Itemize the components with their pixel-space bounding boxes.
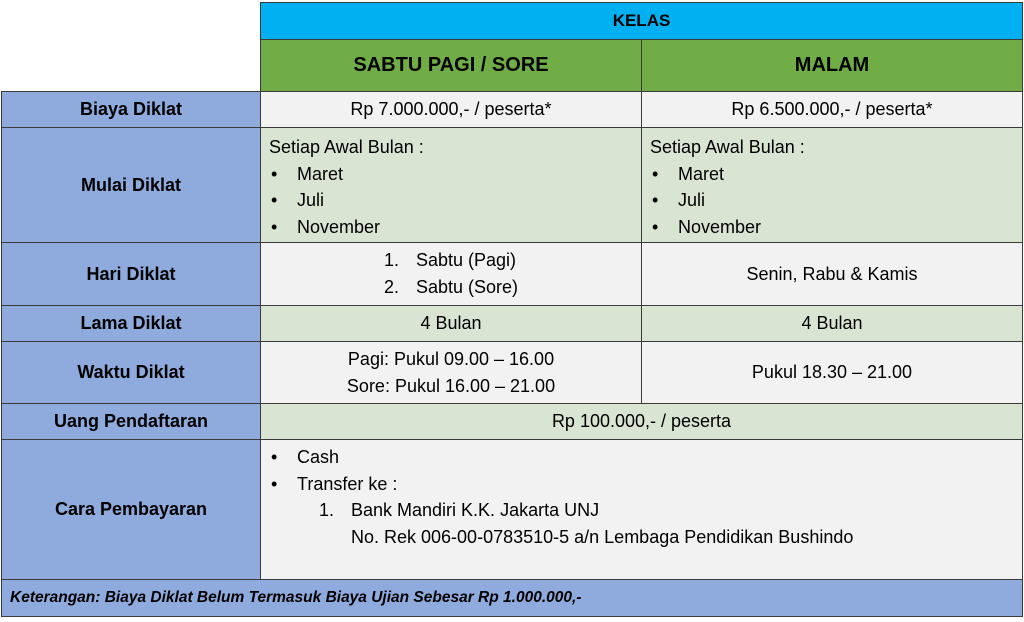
cell-lama-malam	[641, 305, 1023, 342]
bullet-icon: •	[271, 163, 278, 184]
list-item-text: Sabtu (Pagi)	[415, 250, 517, 270]
waktu-line: Pagi: Pukul 09.00 – 16.00	[347, 348, 555, 369]
list-intro: Setiap Awal Bulan :	[269, 137, 424, 157]
row-label-uang-text: Uang Pendaftaran	[53, 411, 209, 431]
header-col-sabtu-text: SABTU PAGI / SORE	[353, 54, 549, 76]
list-item-text: Cash	[297, 447, 340, 467]
cell-biaya-sabtu-text: Rp 7.000.000,- / peserta*	[350, 99, 552, 119]
row-label-biaya	[1, 91, 261, 128]
waktu-sabtu-lines	[347, 346, 555, 400]
row-label-hari	[1, 242, 261, 306]
cell-lama-malam-text: 4 Bulan	[801, 313, 863, 333]
cell-biaya-malam-text: Rp 6.500.000,- / peserta*	[731, 99, 933, 119]
cell-waktu-sabtu	[260, 341, 642, 404]
cell-waktu-malam	[641, 341, 1023, 404]
list-item	[384, 274, 518, 301]
row-label-lama-text: Lama Diklat	[80, 313, 182, 333]
bullet-icon: •	[271, 216, 278, 237]
bullet-icon: •	[271, 447, 278, 467]
list-number: 1.	[383, 250, 399, 270]
row-label-lama	[1, 305, 261, 342]
row-label-waktu-text: Waktu Diklat	[77, 362, 185, 382]
row-label-hari-text: Hari Diklat	[86, 263, 176, 284]
account-line: No. Rek 006-00-0783510-5 a/n Lembaga Pendidikan Bushindo	[351, 526, 854, 547]
cell-lama-sabtu-text: 4 Bulan	[420, 313, 482, 333]
list-item	[650, 187, 805, 214]
cell-hari-sabtu	[260, 242, 642, 306]
bank-name: Bank Mandiri K.K. Jakarta UNJ	[351, 500, 600, 520]
list-item-text: Sabtu (Sore)	[415, 277, 519, 297]
list-item	[269, 214, 424, 241]
footer-note-text: Keterangan: Biaya Diklat Belum Termasuk Biaya Ujian Sebesar Rp 1.000.000,-	[10, 589, 582, 606]
list-item	[650, 161, 805, 188]
row-label-mulai-text: Mulai Diklat	[80, 174, 182, 195]
list-item	[269, 187, 424, 214]
list-intro: Setiap Awal Bulan :	[650, 137, 805, 157]
row-label-cara-text: Cara Pembayaran	[54, 499, 208, 519]
mulai-malam-list	[650, 134, 805, 240]
row-label-waktu	[1, 341, 261, 404]
cell-hari-malam-text: Senin, Rabu & Kamis	[746, 263, 918, 284]
mulai-sabtu-list	[269, 134, 424, 240]
bullet-icon: •	[652, 190, 659, 210]
list-item	[269, 471, 853, 498]
bullet-icon: •	[652, 163, 659, 184]
header-kelas-text: KELAS	[612, 11, 671, 30]
cell-mulai-sabtu	[260, 127, 642, 243]
row-label-mulai	[1, 127, 261, 243]
list-item-text: November	[678, 216, 762, 237]
hari-sabtu-list	[384, 247, 518, 301]
list-item-text: Maret	[297, 163, 344, 184]
cell-mulai-malam	[641, 127, 1023, 243]
cell-waktu-malam-text: Pukul 18.30 – 21.00	[751, 362, 913, 382]
list-item	[384, 247, 518, 274]
list-item-text: Transfer ke :	[297, 473, 398, 494]
list-number: 1.	[319, 500, 335, 520]
header-col-sabtu	[260, 39, 642, 92]
list-item	[650, 214, 805, 241]
list-item-text: Juli	[678, 190, 706, 210]
waktu-line: Sore: Pukul 16.00 – 21.00	[346, 375, 556, 396]
bullet-icon: •	[652, 216, 659, 237]
bank-item	[269, 497, 853, 524]
list-item-text: Maret	[678, 163, 725, 184]
row-label-biaya-text: Biaya Diklat	[79, 99, 183, 119]
cell-uang-value	[260, 403, 1023, 440]
cell-hari-malam	[641, 242, 1023, 306]
bullet-icon: •	[271, 190, 278, 210]
cell-uang-value-text: Rp 100.000,- / peserta	[551, 411, 732, 431]
header-col-malam-text: MALAM	[794, 54, 870, 76]
list-item	[269, 161, 424, 188]
cell-biaya-sabtu	[260, 91, 642, 128]
cell-lama-sabtu	[260, 305, 642, 342]
list-item-text: November	[297, 216, 381, 237]
list-item	[269, 444, 853, 471]
row-label-cara	[1, 439, 261, 580]
footer-note	[1, 579, 1023, 617]
list-number: 2.	[383, 277, 399, 297]
header-kelas	[260, 2, 1023, 40]
row-label-uang	[1, 403, 261, 440]
list-item-text: Juli	[297, 190, 325, 210]
header-col-malam	[641, 39, 1023, 92]
cell-cara-value	[260, 439, 1023, 580]
cell-biaya-malam	[641, 91, 1023, 128]
bullet-icon: •	[271, 473, 278, 494]
cara-list	[269, 444, 853, 550]
